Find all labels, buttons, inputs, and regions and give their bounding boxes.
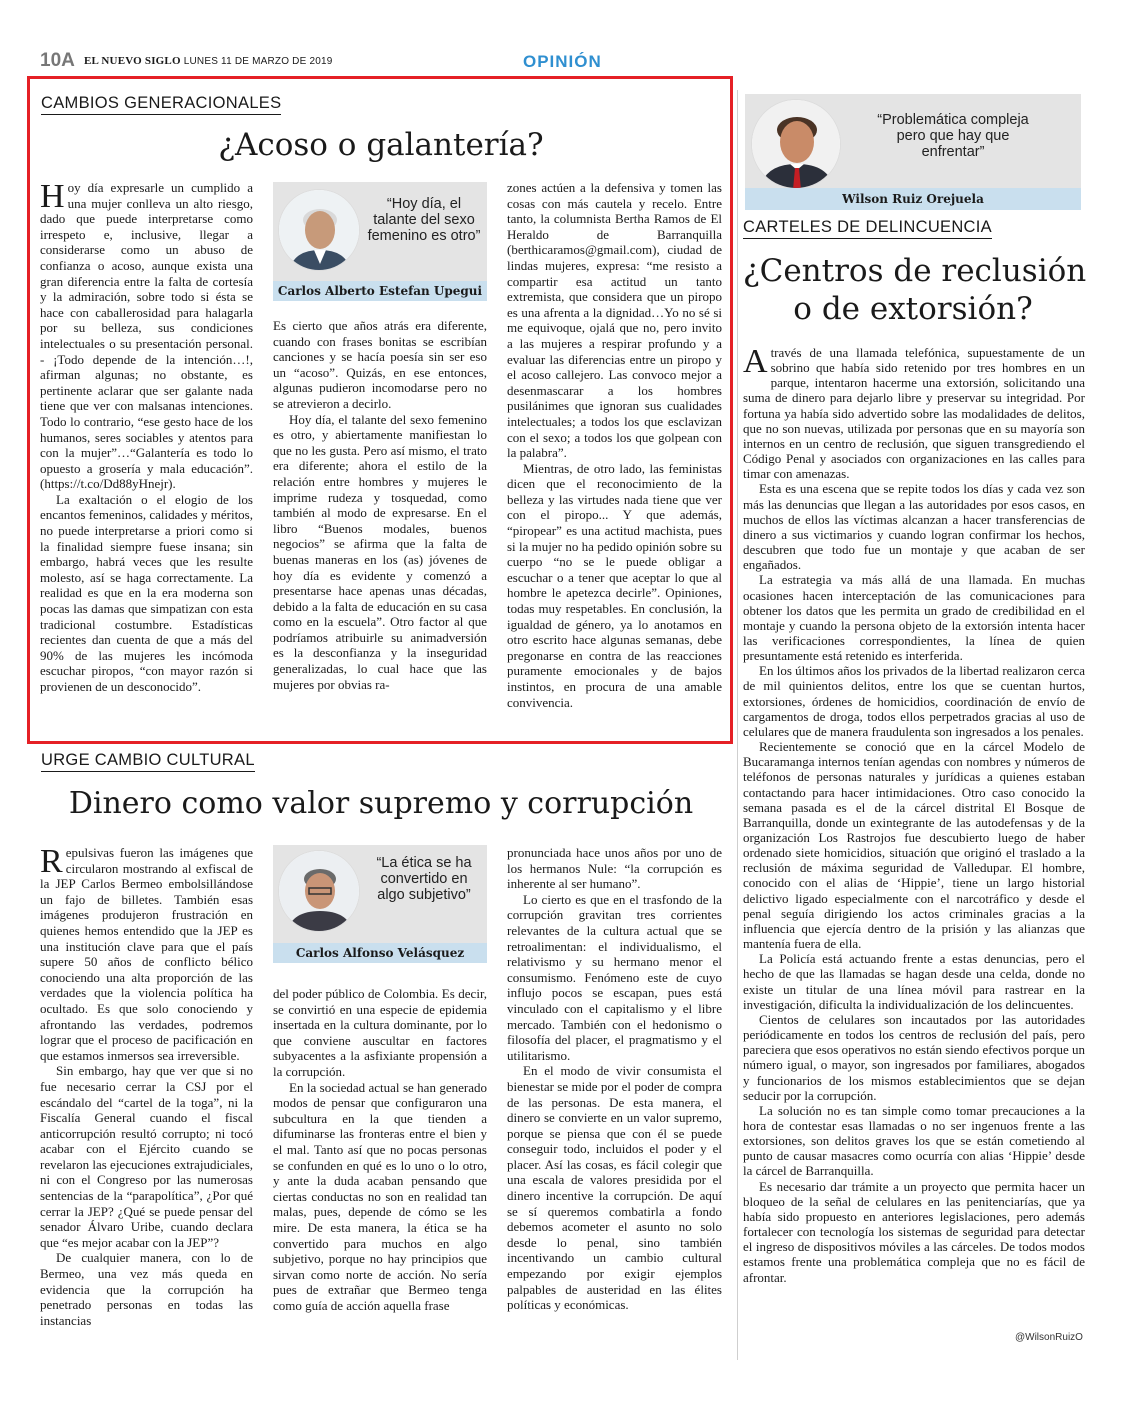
article2-column-3	[507, 845, 722, 1371]
article1-headline: ¿Acoso o galantería?	[218, 127, 544, 163]
paragraph: Hoy día, el talante del sexo femenino es otro, y abiertamente manifiestan lo que no les gusta. Pero así mismo, el trato era diferente; ahora el estilo de la relación entre hombres y mujeres le imprime rudeza y tosquedad, como también al modo de expresarse. En el libro “Buenos modales, buenos negocios” se afirma que la falta de buenas maneras en los (as) jóvenes de hoy día es evidente y comenzó a presentarse hace apenas unas décadas, debido a la falta de educación en su casa como en la escuela”. Otro factor al que podríamos atribuirle su animadversión es la desconfianza y la inseguridad generalizadas, lo cual hace que las mujeres por obvias ra-	[273, 411, 487, 692]
article3-headline	[743, 252, 1087, 328]
author-photo	[278, 189, 360, 271]
article1-column-3	[507, 180, 722, 728]
article2-column-1	[40, 845, 253, 1371]
paragraph: La Policía está actuando frente a estas denuncias, pero el hecho de que las llamadas se hagan desde una celda, donde no existe un titular de una línea móvil para rastrear en la investigación, dificulta la individualización de los delincuentes.	[743, 951, 1085, 1012]
pull-quote: “La ética se ha convertido en algo subjetivo”	[376, 855, 472, 903]
paragraph: del poder público de Colombia. Es decir, se convirtió en una especie de epidemia insertada en la cultura dominante, por lo que conviene auscultar en factores subyacentes a la asfixiante propensión a la corrupción.	[273, 986, 487, 1079]
author-box-3	[745, 94, 1081, 210]
paragraph: En los últimos años los privados de la libertad realizaron cerca de mil quinientos delitos, entre los que se cuentan hurtos, extorsiones, órdenes de homicidios, coordinación de envío de cargamentos de droga, todos ellos perpetrados gracias al uso de celulares que de manera fraudulenta son ingresados a los penales.	[743, 663, 1085, 739]
issue-date: LUNES 11 DE MARZO DE 2019	[183, 56, 333, 67]
page-header	[40, 50, 1090, 74]
author-box-1	[273, 182, 487, 301]
paragraph: La estrategia va más allá de una llamada. En muchas ocasiones hacen interceptación de las comunicaciones para obtener los datos que les permita un grado de credibilidad en el montaje y cuando la persona objeto de la extorsión intenta hacer las verificaciones correspondientes, la línea de quien presuntamente está retenido es interferida.	[743, 572, 1085, 664]
newspaper-title: EL NUEVO SIGLO	[84, 55, 181, 67]
paragraph: De cualquier manera, con lo de Bermeo, una vez más queda en evidencia que la corrupción ha penetrado personas en todas las instancias	[40, 1250, 253, 1328]
paragraph: Es necesario dar trámite a un proyecto que permita hacer un bloqueo de la señal de celulares en las penitenciarías, que ya había sido propuesto en anteriores legislaciones, pero además fortalecer con tecnología los sistemas de seguridad para detectar el ingreso de dispositivos móviles a las cárceles. De todos modos estamos frente una problemática compleja que no es fácil de afrontar.	[743, 1178, 1085, 1285]
paragraph: epulsivas fueron las imágenes que circularon mostrando al exfiscal de la JEP Carlos Bermeo embolsillándose un fajo de billetes. También esas imágenes produjeron frustración en quienes hemos entendido que la JEP es una institución clave para que el país supere 50 años de conflicto bélico conociendo una alta proporción de las verdades que la violencia política ha ocultado. Es que solo conociendo y afrontando las verdades, podremos lograr que el proceso de pacificación en que estamos inmersos sea irreversible.	[40, 845, 253, 1063]
article2-headline: Dinero como valor supremo y corrupción	[68, 786, 694, 821]
paragraph: La solución no es tan simple como tomar precauciones a la hora de contestar esas llamadas o no ser ingenuos frente a las extorsiones, son delitos graves los que se están cometiendo al punto de causar masacres como ocurría con alias ‘Hippie’ desde la cárcel de Barranquilla.	[743, 1102, 1085, 1179]
author-portrait-icon	[752, 100, 841, 189]
paragraph: Recientemente se conoció que en la cárcel Modelo de Bucaramanga internos tenían agendas con nombres y números de teléfonos de personas naturales y jurídicas a quienes estaban contactando para hacer intimidaciones. Otro caso conocido la semana pasada es el de la cárcel distrital El Bosque de Barranquilla, donde un exintegrante de las autodefensas y de la organización Los Rastrojos fue descubierto luego de haber ordenado siete homicidios, situación que originó el traslado a la reclusión de máxima seguridad de Valledupar. El hombre, conocido con el alias de ‘Hippie’, tiene un largo historial delictivo ligado especialmente con el narcotráfico y desde el penal seguía dirigiendo los actos criminales gracias a la influencia que ejercía dentro de la prisión y las alianzas que mantenía fuera de ella.	[743, 739, 1085, 952]
section-title: OPINIÓN	[523, 52, 602, 71]
paragraph: oy día expresarle un cumplido a una mujer conlleva un alto riesgo, dado que puede interpretarse como irrespeto e, inclusive, llegar a considerarse como un abuso de confianza o acoso, aunque exista una gran diferencia entre la falta de cortesía y la admiración, sobre todo si ésta se hace con caballerosidad para halagarla por su belleza, sus condiciones intelectuales o su presentación personal. - ¡Todo depende de la intención…!, afirman algunas; no obstante, es pertinente aclarar que ser galante nada tiene que ver con malsanas intenciones. Todo lo contrario, “ese gesto hace de los humanos, seres sociables y atentos para con la mujer”…“Galantería es todo lo opuesto a grosería y mala educación”. (https://t.co/Dd88yHnejr).	[40, 180, 253, 492]
paragraph: En la sociedad actual se han generado modos de pensar que configuraron una subcultura en la que tienden a difuminarse las fronteras entre el bien y el mal. Tanto así que no pocas personas se confunden en qué es lo uno o lo otro, y ante la duda acaban pensando que ciertas conductas no son en realidad tan malas, pues, depende de cómo se les mire. De esta manera, la ética se ha convertido para muchos en algo subjetivo, porque no hay principios que sirvan como norte de acción. No sería pues de extrañar que Bermeo tenga como guía de acción aquella frase	[273, 1079, 487, 1313]
author-photo	[278, 850, 360, 932]
drop-cap: A	[743, 345, 768, 380]
author-box-2	[273, 845, 487, 963]
paragraph: Esta es una escena que se repite todos los días y cada vez son más las denuncias que llegan a las autoridades por esos casos, en muchos de ellos las víctimas alcanzan a hacer transferencias de dinero a sus victimarios y cuando logran confirmar los hechos, descubren que todo fue un montaje y que acaban de ser engañados.	[743, 481, 1085, 573]
article1-kicker: CAMBIOS GENERACIONALES	[41, 94, 281, 115]
paragraph: Mientras, de otro lado, las feministas dicen que el reconocimiento de la belleza y las virtudes nada tiene que ver con el piropo... Y que además, “piropear” es una actitud machista, pues si la mujer no ha pedido opinión sobre su cuerpo “no se le puede obligar a escuchar o a tener que aceptar lo que al hombre le apetezca decirle”. Opiniones, todas muy respetables. En conclusión, la igualdad de género, ya lo anotamos en otro escrito hace algunas semanas, debe pregonarse en contra de las reacciones puramente emocionales y de bajos instintos, en procura de una amable convivencia.	[507, 460, 722, 710]
author-name: Carlos Alberto Estefan Upegui	[273, 281, 487, 301]
paragraph: Sin embargo, hay que ver que si no fue necesario cerrar la CSJ por el escándalo del “cartel de la toga”, ni la Fiscalía General cuando el fiscal anticorrupción resultó corrupto; ni tocó acabar con el Ejército cuando se revelaron las ejecuciones extrajudiciales, ni con el Congreso por las numerosas sentencias de la “parapolítica”, ¿Por qué cerrar la JEP? ¿Qué se puede pensar del senador Álvaro Uribe, cuando declara que “es mejor acabar con la JEP”?	[40, 1063, 253, 1250]
paragraph: Es cierto que años atrás era diferente, cuando con frases bonitas se escribían canciones y se hacía poesía sin ser eso un “acoso”. Quizás, en ese entonces, algunas pudieron incomodarse pero no se atrevieron a decirlo.	[273, 318, 487, 411]
drop-cap: R	[40, 845, 63, 880]
headline-line: o de extorsión?	[793, 291, 1033, 327]
author-portrait-icon	[279, 851, 360, 932]
twitter-handle: @WilsonRuizO	[1015, 1332, 1083, 1343]
headline-line: ¿Centros de reclusión	[743, 253, 1087, 289]
article1-column-1	[40, 180, 253, 728]
article3-body	[743, 345, 1085, 1331]
article2-column-2	[273, 986, 487, 1371]
column-divider	[737, 90, 738, 1360]
drop-cap: H	[40, 180, 65, 215]
paragraph: Cientos de celulares son incautados por las autoridades periódicamente en todos los centros de reclusión del país, pero pareciera que esos operativos no están siendo efectivos porque un número igual, o mayor, son ingresados por familiares, abogados y funcionarios de los mismos establecimientos que se dejan seducir por la corrupción.	[743, 1011, 1085, 1103]
author-name: Carlos Alfonso Velásquez	[273, 943, 487, 963]
paragraph: La exaltación o el elogio de los encantos femeninos, calidades y méritos, no puede interpretarse a priori como si la finalidad siempre fuese insana; sin embargo, habrá veces que les resulte molesto, así se haga correctamente. La realidad es que en la era moderna son pocas las damas que simpatizan con esta tradicional costumbre. Estadísticas recientes dan cuenta de que a más del 90% de las mujeres les incómoda escuchar piropos, “con mayor razón si provienen de un desconocido”.	[40, 491, 253, 694]
author-name: Wilson Ruiz Orejuela	[745, 188, 1081, 210]
article3-kicker: CARTELES DE DELINCUENCIA	[743, 218, 992, 239]
article2-kicker: URGE CAMBIO CULTURAL	[41, 751, 255, 772]
paragraph: Lo cierto es que en el trasfondo de la corrupción gravitan tres corrientes relevantes de la cultura actual que se retroalimentan: el individualismo, el relativismo y su hermano menor el consumismo. Fenómeno este de cuyo influjo pocos se escapan, pues está vinculado con el capitalismo y el libre mercado. También con el hedonismo o filosofía del placer, el pragmatismo y el utilitarismo.	[507, 891, 722, 1063]
paragraph: pronunciada hace unos años por uno de los hermanos Nule: “la corrupción es inherente al ser humano”.	[507, 845, 722, 892]
author-photo	[751, 99, 841, 189]
paragraph: través de una llamada telefónica, supuestamente de un sobrino que había sido retenido por tres hombres en un parque, intentaron hacerme una extorsión, solicitando una suma de dinero para dejarlo libre y preservar su integridad. Por fortuna ya había sido advertido sobre las modalidades de delitos, que no son nuevas, utilizada por personas que en su mayoría son internos en un centro de reclusión, que siguen transgrediendo el Código Penal y asociados con organizaciones en las calles para timar con amenazas.	[743, 345, 1085, 482]
article1-column-2	[273, 318, 487, 728]
newspaper-name	[84, 55, 333, 67]
pull-quote: “Problemática compleja pero que hay que enfrentar”	[877, 112, 1029, 160]
pull-quote: “Hoy día, el talante del sexo femenino es otro”	[367, 196, 481, 244]
author-portrait-icon	[279, 190, 360, 271]
paragraph: En el modo de vivir consumista el bienestar se mide por el poder de compra de las personas. De esta manera, el dinero se convierte en un valor supremo, porque se piensa que con él se puede conseguir todo, incluidos el poder y el placer. Así las cosas, es fácil colegir que una escala de valores presidida por el dinero incentive la corrupción. De aquí se sí queremos combatirla a fondo debemos acometer el asunto no solo desde lo penal, sino también incentivando un cambio cultural empezando por exigir ejemplos palpables de austeridad en las élites políticas y económicas.	[507, 1063, 722, 1313]
page-number: 10A	[40, 50, 75, 71]
paragraph: zones actúen a la defensiva y tomen las cosas con más cautela y recelo. Entre tanto, la columnista Bertha Ramos de El Heraldo de Barranquilla (berthicaramos@gmail.com), ciudad de lindas mujeres, expresa: “me resisto a compartir esa actitud un tanto extremista, que considera que un piropo es una afrenta a la dignidad…Yo no sé si me equivoque, ojalá que no, pero invito a las mujeres a respirar profundo y a evaluar las diferencias entre un piropo y el acoso callejero. Las convoco mejor a desenmascarar a los hombres pusilánimes que ignoran sus cualidades intelectuales; a todos los que esclavizan con el sexo; a todos los que golpean con la palabra”.	[507, 180, 722, 461]
